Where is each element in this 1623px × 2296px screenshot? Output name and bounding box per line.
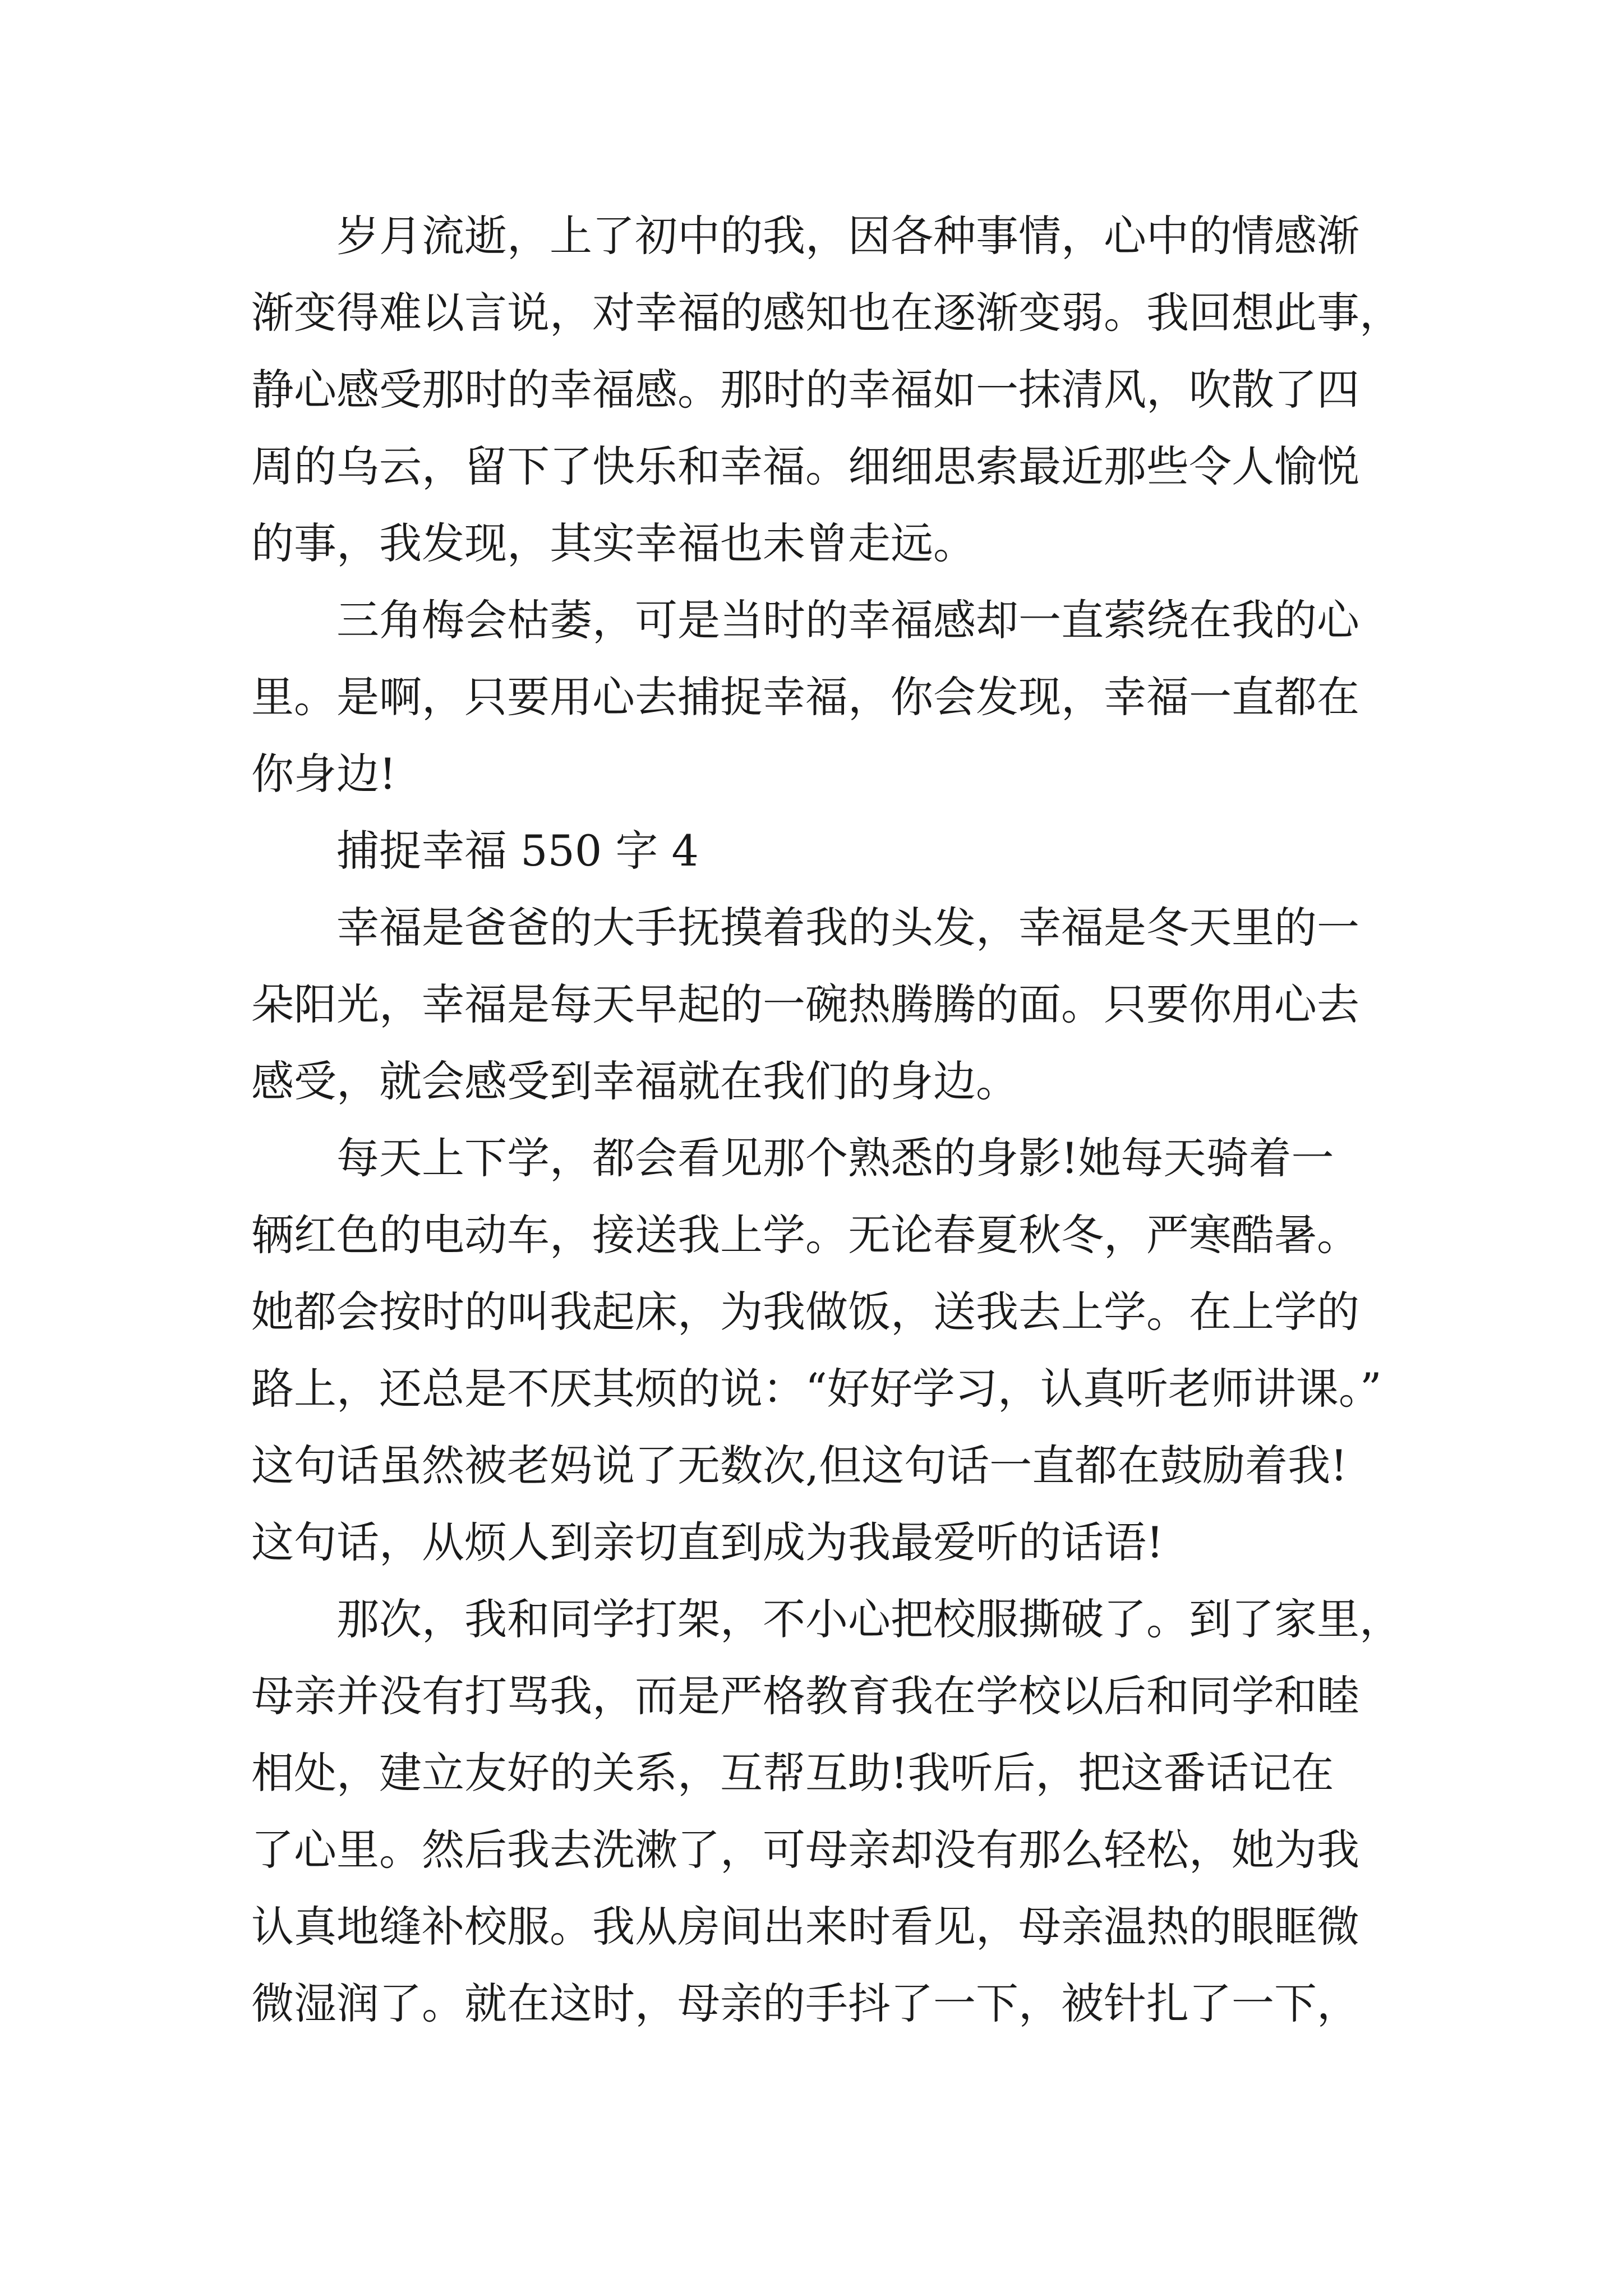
paragraph-4: 每天上下学，都会看见那个熟悉的身影!她每天骑着一 辆红色的电动车，接送我上学。无论春夏秋冬，严寒酷暑。 她都会按时的叫我起床，为我做饭，送我去上学。在上学的 路上，还总是不厌其烦的说：“好好学习，认真听老师讲课。” 这句话虽然被老妈说了无数次,但这句话一直都在鼓励着我! 这句话，从烦人到亲切直到成为我最爱听的话语! [251,1133,1382,1567]
paragraph-3: 幸福是爸爸的大手抚摸着我的头发，幸福是冬天里的一 朵阳光，幸福是每天早起的一碗热腾腾的面。只要你用心去 感受，就会感受到幸福就在我们的身边。 [251,903,1359,1106]
section-heading: 捕捉幸福 550 字 4 [336,826,699,876]
paragraph-5: 那次，我和同学打架，不小心把校服撕破了。到了家里， 母亲并没有打骂我，而是严格教育我在学校以后和同学和睦 相处，建立友好的关系，互帮互助!我听后，把这番话记在 了心里。然后我去洗漱了，可母亲却没有那么轻松，她为我 认真地缝补校服。我从房间出来时看见，母亲温热的眼眶微 微湿润了。就在这时，母亲的手抖了一下，被针扎了一下， [251,1594,1402,2028]
paragraph-1: 岁月流逝，上了初中的我，因各种事情，心中的情感渐 渐变得难以言说，对幸福的感知也在逐渐变弱。我回想此事， 静心感受那时的幸福感。那时的幸福如一抹清风，吹散了四 周的乌云，留下了快乐和幸福。细细思索最近那些令人愉悦 的事，我发现，其实幸福也未曾走远。 [251,211,1402,568]
paragraph-2: 三角梅会枯萎，可是当时的幸福感却一直萦绕在我的心 里。是啊，只要用心去捕捉幸福，你会发现，幸福一直都在 你身边! [251,595,1359,799]
document-body [251,197,1429,2042]
